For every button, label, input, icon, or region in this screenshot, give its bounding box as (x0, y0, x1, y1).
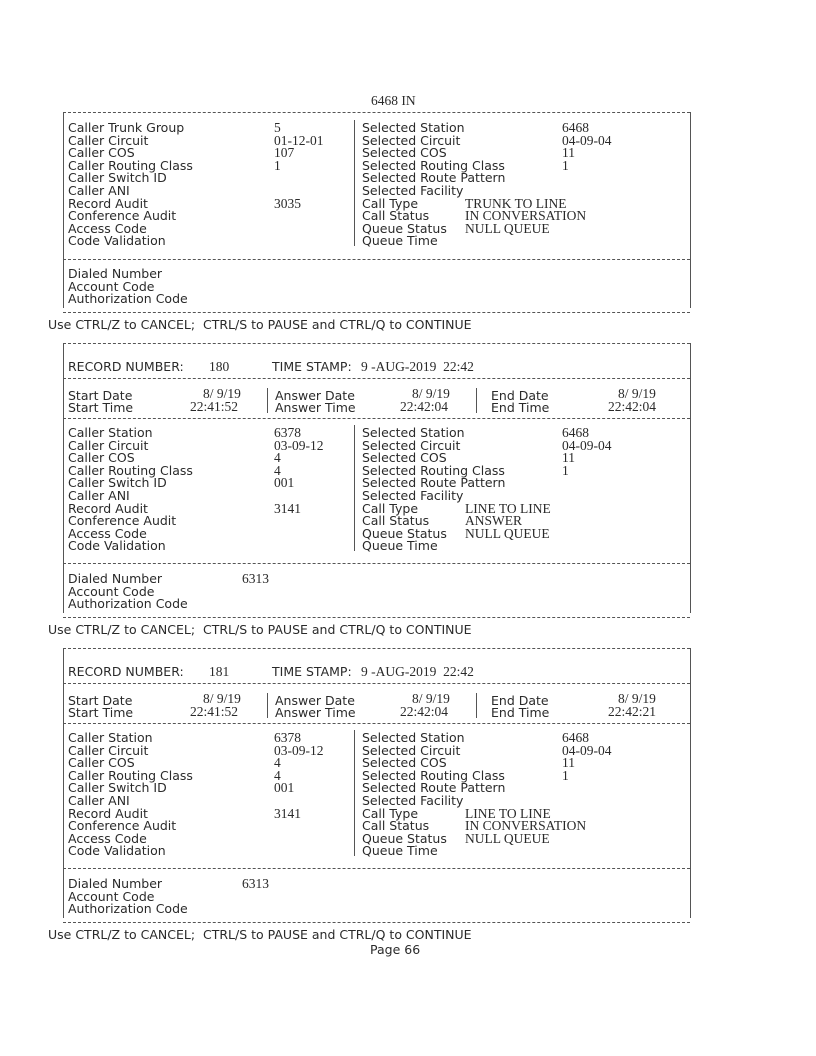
page-number: Page 66 (370, 942, 421, 957)
dashed-rule (63, 343, 690, 344)
start-date-value: 8/ 9/19 (203, 691, 241, 706)
dial-field-label: Account Code (68, 278, 155, 294)
record-number-value: 180 (209, 359, 230, 374)
column-separator (267, 693, 268, 718)
caller-field-label: Caller Routing Class (68, 767, 193, 783)
dashed-rule (63, 378, 690, 379)
caller-field-label: Access Code (68, 830, 147, 846)
answer-time-label: Answer Time (275, 400, 356, 415)
selected-field-label: Selected Routing Class (362, 157, 505, 173)
selected-field-value: 04-09-04 (562, 742, 612, 758)
end-time-label: End Time (491, 400, 550, 415)
caller-field-value: 3141 (274, 500, 301, 516)
selected-field-label: Selected COS (362, 755, 447, 771)
dashed-rule (63, 683, 690, 684)
selected-field-label: Selected Station (362, 120, 465, 135)
dial-field-label: Dialed Number (68, 266, 163, 281)
caller-field-label: Caller COS (68, 145, 135, 161)
selected-field-value: TRUNK TO LINE (465, 195, 567, 211)
caller-field-value: 107 (274, 145, 295, 161)
end-time-value: 22:42:04 (608, 399, 657, 414)
start-time-value: 22:41:52 (190, 704, 239, 719)
start-time-label: Start Time (68, 705, 134, 720)
caller-field-label: Caller Switch ID (68, 170, 167, 186)
column-separator (476, 693, 477, 718)
selected-field-value: NULL QUEUE (465, 525, 550, 541)
dial-field-label: Authorization Code (68, 901, 188, 917)
end-date-label: End Date (491, 693, 549, 708)
selected-field-label: Selected Circuit (362, 132, 461, 148)
box-left-edge (63, 648, 64, 918)
dial-field-label: Account Code (68, 583, 155, 599)
caller-field-value: 1 (274, 157, 281, 173)
caller-field-label: Caller Switch ID (68, 780, 167, 796)
selected-field-label: Call Type (362, 195, 419, 211)
dial-field-label: Dialed Number (68, 876, 163, 891)
caller-field-value: 4 (274, 767, 281, 783)
answer-date-label: Answer Date (275, 388, 355, 403)
caller-field-value: 6378 (274, 425, 301, 440)
caller-field-label: Conference Audit (68, 818, 177, 834)
selected-field-label: Selected Route Pattern (362, 170, 506, 186)
time-stamp-label: TIME STAMP: (272, 359, 352, 374)
answer-time-label: Answer Time (275, 705, 356, 720)
selected-field-label: Queue Status (362, 830, 447, 846)
box-left-edge (63, 112, 64, 308)
column-separator (476, 388, 477, 413)
selected-field-value: LINE TO LINE (465, 805, 551, 821)
time-stamp-value: 9 -AUG-2019 22:42 (361, 359, 474, 374)
dashed-rule (63, 868, 690, 869)
selected-field-label: Selected Facility (362, 183, 464, 198)
end-date-value: 8/ 9/19 (618, 386, 656, 401)
record-number-label: RECORD NUMBER: (68, 359, 184, 374)
caller-field-label: Caller Routing Class (68, 157, 193, 173)
caller-field-value: 5 (274, 120, 281, 135)
caller-field-label: Record Audit (68, 805, 148, 821)
selected-field-label: Call Status (362, 208, 430, 224)
caller-field-label: Record Audit (68, 500, 148, 516)
selected-field-label: Call Type (362, 805, 419, 821)
dialed-number-value: 6313 (242, 571, 269, 586)
selected-field-value: 04-09-04 (562, 132, 612, 148)
caller-field-label: Record Audit (68, 195, 148, 211)
column-separator (354, 730, 355, 856)
dashed-rule (63, 312, 690, 313)
record-number-value: 181 (209, 664, 230, 679)
caller-field-value: 001 (274, 475, 295, 491)
selected-field-value: 1 (562, 767, 569, 783)
selected-field-label: Queue Time (362, 843, 438, 859)
selected-field-value: 1 (562, 157, 569, 173)
end-time-value: 22:42:21 (608, 704, 657, 719)
dashed-rule (63, 617, 690, 618)
selected-field-value: ANSWER (465, 513, 522, 529)
selected-field-label: Queue Status (362, 525, 447, 541)
selected-field-label: Selected Route Pattern (362, 780, 506, 796)
column-separator (267, 388, 268, 413)
selected-field-label: Selected Route Pattern (362, 475, 506, 491)
selected-field-value: LINE TO LINE (465, 500, 551, 516)
caller-field-value: 01-12-01 (274, 132, 324, 148)
caller-field-value: 3035 (274, 195, 301, 211)
selected-field-label: Call Status (362, 818, 430, 834)
answer-date-value: 8/ 9/19 (412, 691, 450, 706)
selected-field-label: Call Type (362, 500, 419, 516)
caller-field-label: Code Validation (68, 538, 166, 554)
dashed-rule (63, 112, 690, 113)
answer-date-label: Answer Date (275, 693, 355, 708)
selected-field-value: 11 (562, 755, 575, 771)
selected-field-label: Selected Circuit (362, 437, 461, 453)
selected-field-value: NULL QUEUE (465, 220, 550, 236)
dashed-rule (63, 418, 690, 419)
caller-field-label: Access Code (68, 220, 147, 236)
start-date-label: Start Date (68, 388, 133, 403)
caller-field-label: Caller COS (68, 755, 135, 771)
dial-field-label: Account Code (68, 888, 155, 904)
selected-field-value: 6468 (562, 730, 589, 745)
selected-field-label: Call Status (362, 513, 430, 529)
selected-field-value: IN CONVERSATION (465, 208, 587, 224)
caller-field-value: 3141 (274, 805, 301, 821)
caller-field-label: Caller ANI (68, 183, 130, 198)
caller-field-label: Caller Circuit (68, 132, 149, 148)
dashed-rule (63, 723, 690, 724)
selected-field-value: 6468 (562, 425, 589, 440)
selected-field-value: 11 (562, 145, 575, 161)
selected-field-value: 11 (562, 450, 575, 466)
start-date-label: Start Date (68, 693, 133, 708)
selected-field-value: NULL QUEUE (465, 830, 550, 846)
footer-note: Use CTRL/Z to CANCEL; CTRL/S to PAUSE and CTRL/Q to CONTINUE (48, 317, 472, 332)
selected-field-label: Selected COS (362, 145, 447, 161)
selected-field-label: Selected Station (362, 425, 465, 440)
dashed-rule (63, 563, 690, 564)
footer-note: Use CTRL/Z to CANCEL; CTRL/S to PAUSE and CTRL/Q to CONTINUE (48, 622, 472, 637)
caller-field-value: 4 (274, 755, 281, 771)
dial-field-label: Authorization Code (68, 291, 188, 307)
caller-field-label: Caller Trunk Group (68, 120, 185, 135)
selected-field-label: Selected Facility (362, 488, 464, 503)
start-time-value: 22:41:52 (190, 399, 239, 414)
footer-note: Use CTRL/Z to CANCEL; CTRL/S to PAUSE and CTRL/Q to CONTINUE (48, 927, 472, 942)
box-right-edge (690, 112, 691, 308)
selected-field-label: Selected Circuit (362, 742, 461, 758)
selected-field-value: 04-09-04 (562, 437, 612, 453)
caller-field-label: Caller Circuit (68, 742, 149, 758)
caller-field-label: Conference Audit (68, 208, 177, 224)
start-time-label: Start Time (68, 400, 134, 415)
dashed-rule (63, 922, 690, 923)
caller-field-label: Code Validation (68, 233, 166, 249)
caller-field-value: 4 (274, 450, 281, 466)
time-stamp-value: 9 -AUG-2019 22:42 (361, 664, 474, 679)
caller-field-label: Access Code (68, 525, 147, 541)
caller-field-label: Conference Audit (68, 513, 177, 529)
end-date-value: 8/ 9/19 (618, 691, 656, 706)
box-right-edge (690, 648, 691, 918)
dialed-number-value: 6313 (242, 876, 269, 891)
answer-time-value: 22:42:04 (400, 704, 449, 719)
selected-field-value: IN CONVERSATION (465, 818, 587, 834)
caller-field-value: 4 (274, 462, 281, 478)
caller-field-label: Caller ANI (68, 793, 130, 808)
selected-field-label: Selected Facility (362, 793, 464, 808)
caller-field-label: Caller Station (68, 730, 153, 745)
caller-field-label: Code Validation (68, 843, 166, 859)
caller-field-label: Caller ANI (68, 488, 130, 503)
dashed-rule (63, 259, 690, 260)
selected-field-label: Queue Time (362, 233, 438, 249)
selected-field-value: 1 (562, 462, 569, 478)
dashed-rule (63, 648, 690, 649)
selected-field-label: Queue Time (362, 538, 438, 554)
caller-field-value: 03-09-12 (274, 437, 324, 453)
dial-field-label: Authorization Code (68, 596, 188, 612)
caller-field-label: Caller Circuit (68, 437, 149, 453)
selected-field-label: Queue Status (362, 220, 447, 236)
caller-field-value: 03-09-12 (274, 742, 324, 758)
selected-field-label: Selected Routing Class (362, 462, 505, 478)
selected-field-value: 6468 (562, 120, 589, 135)
caller-field-label: Caller Routing Class (68, 462, 193, 478)
selected-field-label: Selected COS (362, 450, 447, 466)
box-left-edge (63, 343, 64, 613)
time-stamp-label: TIME STAMP: (272, 664, 352, 679)
record-number-label: RECORD NUMBER: (68, 664, 184, 679)
end-time-label: End Time (491, 705, 550, 720)
dial-field-label: Dialed Number (68, 571, 163, 586)
page-title: 6468 IN (371, 93, 416, 108)
answer-time-value: 22:42:04 (400, 399, 449, 414)
start-date-value: 8/ 9/19 (203, 386, 241, 401)
column-separator (354, 425, 355, 551)
box-right-edge (690, 343, 691, 613)
caller-field-label: Caller Station (68, 425, 153, 440)
caller-field-value: 001 (274, 780, 295, 796)
column-separator (354, 120, 355, 246)
selected-field-label: Selected Station (362, 730, 465, 745)
caller-field-label: Caller COS (68, 450, 135, 466)
end-date-label: End Date (491, 388, 549, 403)
answer-date-value: 8/ 9/19 (412, 386, 450, 401)
caller-field-value: 6378 (274, 730, 301, 745)
selected-field-label: Selected Routing Class (362, 767, 505, 783)
caller-field-label: Caller Switch ID (68, 475, 167, 491)
